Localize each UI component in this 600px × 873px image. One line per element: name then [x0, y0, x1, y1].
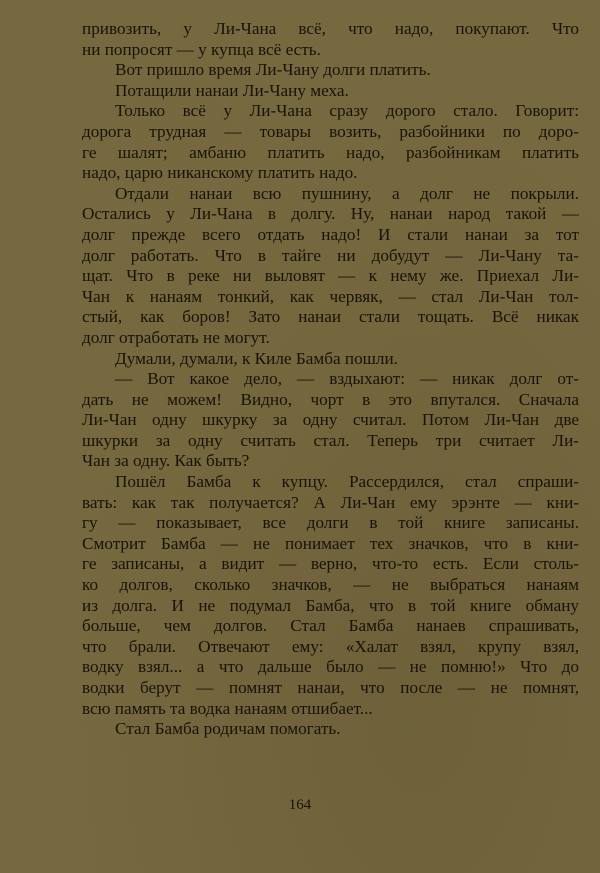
text-line: что брали. Отвечают ему: «Халат взял, крупу взял, — [82, 636, 579, 656]
text-line: из долга. И не подумал Бамба, что в той книге обману — [82, 595, 579, 615]
text-line: ни попросят — у купца всё есть. — [82, 39, 321, 59]
text-line: Остались у Ли-Чана в долгу. Ну, нанаи народ такой — — [82, 204, 579, 224]
text-line: надо, царю никанскому платить надо. — [82, 163, 358, 183]
text-line: всю память та водка нанаям отшибает... — [82, 698, 373, 718]
body-text — [82, 19, 579, 740]
text-line: Думали, думали, к Киле Бамба пошли. — [115, 348, 398, 368]
text-line: больше, чем долгов. Стал Бамба нанаев спрашивать, — [82, 616, 579, 636]
text-line: гу — показывает, все долги в той книге записаны. — [82, 513, 579, 533]
text-line: дать не можем! Видно, чорт в это впутался. Сначала — [82, 389, 579, 409]
text-line: щат. Что в реке ни выловят — к нему же. Приехал Ли- — [82, 266, 579, 286]
text-line: Отдали нанаи всю пушнину, а долг не покрыли. — [115, 183, 579, 203]
text-line: Пошёл Бамба к купцу. Рассердился, стал спраши- — [115, 472, 579, 492]
text-line: водки берут — помнят нанаи, что после — не помнят, — [82, 678, 579, 697]
text-line: водку взял... а что дальше было — не помню!» Что до — [82, 657, 579, 677]
text-line: вать: как так получается? А Ли-Чан ему эрэнте — кни- — [82, 492, 579, 512]
text-line: Смотрит Бамба — не понимает тех значков, что в кни- — [82, 533, 579, 553]
text-line: ге записаны, а видит — верно, что-то есть. Если столь- — [82, 554, 579, 574]
text-line: Ли-Чан одну шкурку за одну считал. Потом Ли-Чан две — [82, 410, 579, 430]
text-line: шкурки за одну считать стал. Теперь три считает Ли- — [82, 430, 579, 450]
text-line: дорога трудная — товары возить, разбойники по доро- — [82, 121, 579, 141]
page-number: 164 — [288, 797, 312, 813]
text-line: ко долгов, сколько значков, — не выбраться нанаям — [82, 575, 579, 595]
text-line: Чан к нанаям тонкий, как червяк, — стал Ли-Чан тол- — [82, 286, 579, 306]
text-line: долг работать. Что в тайге ни добудут — Ли-Чану та- — [82, 245, 579, 265]
text-line: долг прежде всего отдать надо! И стали нанаи за тот — [82, 224, 579, 244]
text-line: стый, как боров! Зато нанаи стали тощать. Всё никак — [82, 307, 579, 327]
text-line: Вот пришло время Ли-Чану долги платить. — [115, 60, 431, 80]
text-line: Чан за одну. Как быть? — [82, 451, 250, 471]
text-line: Потащили нанаи Ли-Чану меха. — [115, 80, 349, 100]
text-line: Только всё у Ли-Чана сразу дорого стало. Говорит: — [115, 101, 579, 121]
text-line: ге шалят; амбаню платить надо, разбойникам платить — [82, 142, 579, 162]
text-line: Стал Бамба родичам помогать. — [115, 719, 341, 739]
text-line: привозить, у Ли-Чана всё, что надо, покупают. Что — [82, 19, 579, 38]
text-line: долг отработать не могут. — [82, 327, 270, 347]
text-line: — Вот какое дело, — вздыхают: — никак долг от- — [115, 369, 579, 389]
